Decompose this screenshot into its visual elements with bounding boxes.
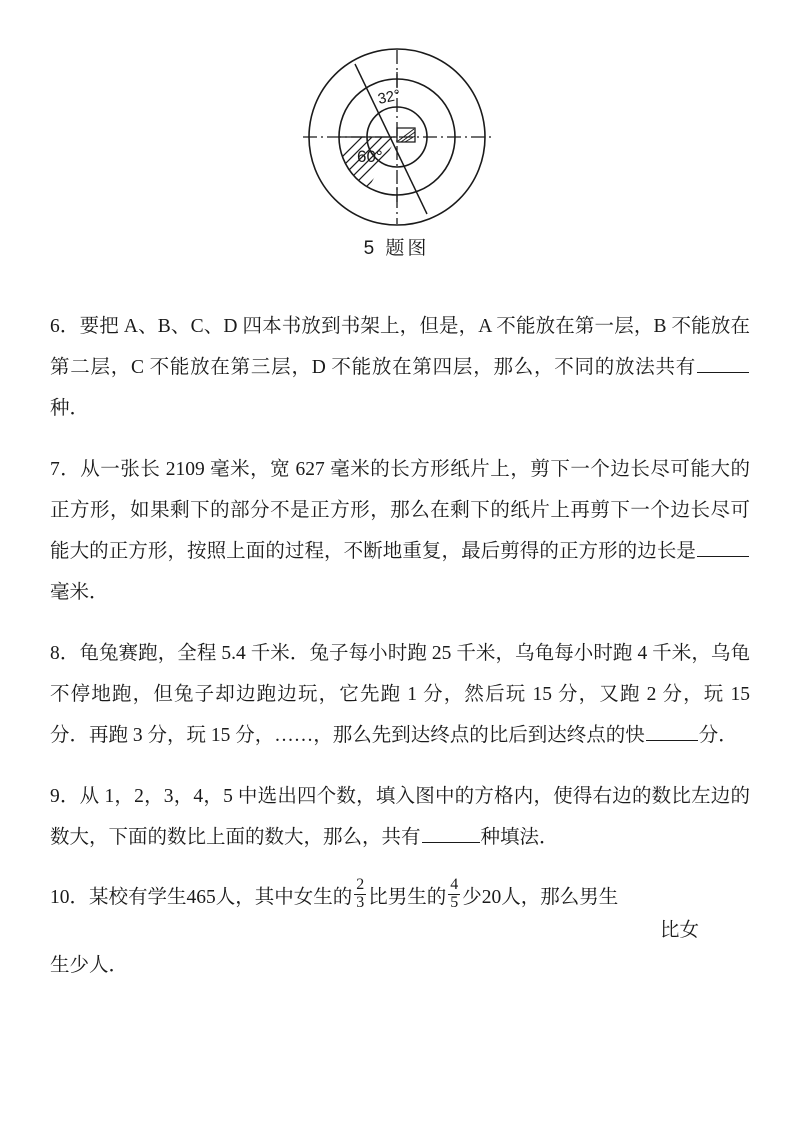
angle-label-lower: 60°	[356, 147, 383, 166]
question-text-10c: 少20人，那么男生	[462, 886, 619, 908]
figure-diagram	[297, 42, 497, 232]
question-item-6	[50, 306, 750, 429]
question-text-6b: 种．	[50, 397, 90, 419]
angle-label-upper: 32°	[375, 86, 402, 108]
question-item-7	[50, 449, 750, 613]
fraction-two-thirds	[354, 877, 366, 911]
question-text-10-trailing: 比女	[660, 919, 700, 941]
oblique-section-line	[355, 64, 427, 214]
question-number-6: 6．	[50, 315, 80, 337]
answer-blank-6[interactable]	[697, 353, 749, 373]
answer-blank-8[interactable]	[646, 721, 698, 741]
question-number-7: 7．	[50, 458, 81, 480]
question-text-9b: 种填法．	[480, 826, 559, 848]
figure-block	[0, 42, 793, 260]
question-text-9a: 从 1，2，3，4，5 中选出四个数，填入图中的方格内，使得右边的数比左边的数大，下面的数比上面的数大，那么，共有	[50, 785, 750, 848]
question-item-9	[50, 776, 750, 858]
question-text-7a: 从一张长 2109 毫米，宽 627 毫米的长方形纸片上，剪下一个边长尽可能大的正方形，如果剩下的部分不是正方形，那么在剩下的纸片上再剪下一个边长尽可能大的正方形，按照上面的过程，不断地重复，最后剪得的正方形的边长是	[50, 458, 750, 562]
figure-caption: 5 题图	[363, 238, 430, 259]
question-text-7b: 毫米．	[50, 581, 109, 603]
fraction-denominator: 3	[356, 893, 365, 911]
question-text-6a: 要把 A、B、C、D 四本书放到书架上，但是，A 不能放在第一层，B 不能放在第二层，C 不能放在第三层，D 不能放在第四层，那么，不同的放法共有	[50, 315, 750, 378]
fraction-denominator: 5	[450, 893, 459, 911]
inner-slot	[397, 128, 415, 142]
question-text-10b: 比男生的	[368, 886, 447, 908]
question-number-8: 8．	[50, 642, 80, 664]
question-text-8a: 龟兔赛跑，全程 5.4 千米．兔子每小时跑 25 千米，乌龟每小时跑 4 千米，乌龟不停地跑，但兔子却边跑边玩，它先跑 1 分，然后玩 15 分，又跑 2 分，玩 15 分．再跑 3 分，玩 15 分，……，那么先到达终点的比后到达终点的快	[50, 642, 750, 746]
question-text-10a: 某校有学生465人，其中女生的	[89, 886, 353, 908]
concentric-circles-diagram	[297, 42, 497, 232]
fraction-numerator: 2	[356, 876, 365, 894]
question-item-10	[50, 878, 750, 986]
answer-blank-7[interactable]	[697, 537, 749, 557]
question-list	[50, 286, 750, 986]
question-text-8b: 分．	[698, 724, 738, 746]
question-text-10-line2: 生少人．	[50, 954, 129, 976]
answer-blank-9[interactable]	[422, 823, 480, 843]
question-number-10: 10．	[50, 886, 90, 908]
question-number-9: 9．	[50, 785, 80, 807]
fraction-four-fifths	[448, 877, 460, 911]
fraction-numerator: 4	[450, 876, 459, 894]
question-item-8	[50, 633, 750, 756]
